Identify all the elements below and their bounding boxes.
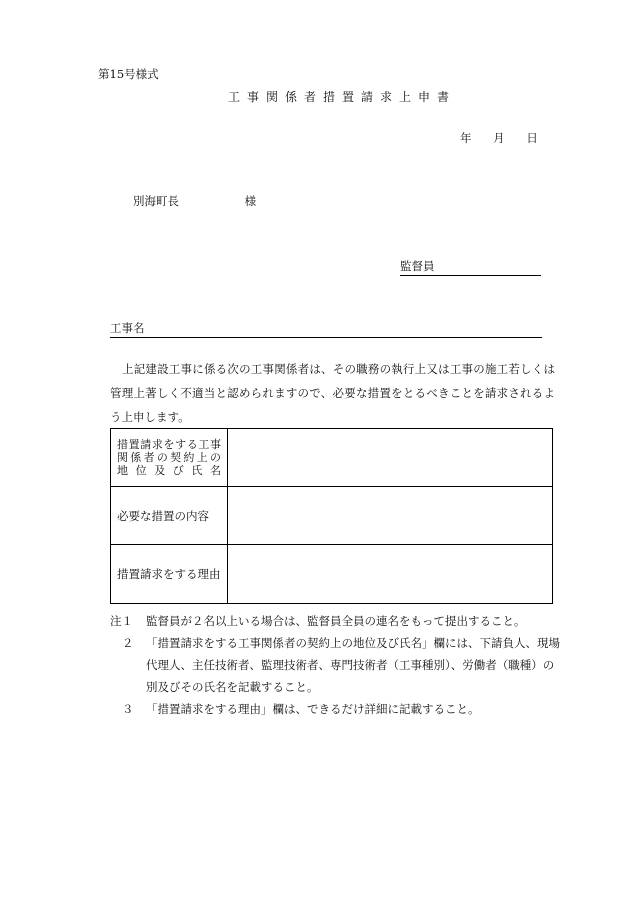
table-row: [111, 545, 553, 604]
date-month-label: 月: [493, 131, 505, 145]
table-row: [111, 487, 553, 545]
table-value-cell[interactable]: [228, 487, 553, 545]
supervisor-label: 監督員: [400, 259, 435, 273]
table-value-cell[interactable]: [228, 429, 553, 487]
date-day-label: 日: [526, 131, 538, 145]
note-text: 監督員が２名以上いる場合は、監督員全員の連名をもって提出すること。: [146, 614, 526, 628]
project-name-field[interactable]: [110, 320, 542, 338]
note-number: ２: [122, 636, 134, 650]
addressee-honorific: 様: [244, 194, 257, 208]
note-text: 「措置請求をする理由」欄は、できるだけ詳細に記載すること。: [146, 702, 480, 716]
document-title: 工事関係者措置請求上申書: [228, 90, 457, 104]
form-number: 第15号様式: [98, 67, 159, 81]
request-table: [110, 428, 553, 604]
label-line: 措置請求をする工事: [117, 438, 221, 451]
label-line: 地位及び氏名: [117, 464, 221, 477]
date-year-label: 年: [460, 131, 472, 145]
body-paragraph: 上記建設工事に係る次の工事関係者は、その職務の執行上又は工事の施工若しくは管理上著しく不適当と認められますので、必要な措置をとるべきことを請求されるよう上申します。: [110, 362, 555, 424]
table-label-cell: 必要な措置の内容: [111, 487, 228, 545]
table-row: [111, 429, 553, 487]
label-line: 関係者の契約上の: [117, 451, 221, 464]
supervisor-field[interactable]: [400, 258, 541, 276]
note-item: [110, 698, 560, 720]
table-label-cell: [111, 429, 228, 487]
project-name-label: 工事名: [110, 321, 145, 335]
addressee: [133, 193, 256, 209]
notes-section: [110, 610, 560, 720]
table-label-cell: 措置請求をする理由: [111, 545, 228, 604]
note-number: 注１: [110, 614, 133, 628]
table-value-cell[interactable]: [228, 545, 553, 604]
note-number: ３: [122, 702, 134, 716]
note-item: [110, 632, 560, 698]
date-line: [460, 130, 556, 146]
note-item: [110, 610, 560, 632]
note-text: 「措置請求をする工事関係者の契約上の地位及び氏名」欄には、下請負人、現場代理人、主任技術者、監理技術者、専門技術者（工事種別）、労働者（職種）の別及びその氏名を記載すること。: [146, 636, 560, 694]
addressee-name: 別海町長: [133, 194, 179, 208]
